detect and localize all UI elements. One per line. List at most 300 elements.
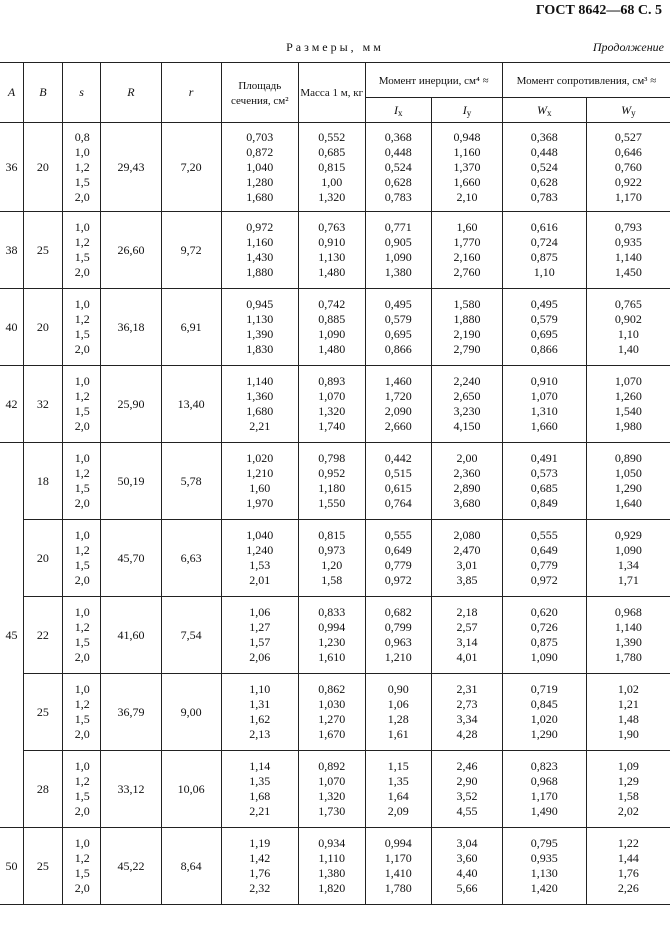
cell-big-r: 29,43 (101, 123, 161, 212)
cell-area-list (221, 828, 298, 905)
cell-value: 0,875 (530, 635, 558, 649)
cell-value: 2,18 (456, 605, 478, 619)
cell-value: 0,524 (384, 159, 412, 174)
cell-area-list (221, 751, 298, 828)
cell-value: 0,448 (384, 144, 412, 159)
cell-value: 1,430 (246, 250, 274, 264)
cell-s-list (62, 674, 101, 751)
cell-value: 1,40 (617, 342, 639, 356)
cell-wy-list (586, 597, 670, 674)
table-body (0, 123, 670, 905)
cell-value: 1,76 (617, 866, 639, 880)
cell-value: 1,58 (321, 573, 343, 587)
cell-big-r: 36,18 (101, 289, 161, 366)
cell-value: 1,030 (318, 697, 346, 711)
cell-value: 0,524 (530, 159, 558, 174)
cell-value: 1,5 (74, 712, 90, 726)
cell-value: 0,972 (530, 573, 558, 587)
table-row (0, 289, 670, 366)
cell-value: 0,929 (614, 528, 642, 542)
continuation-label: Продолжение (592, 40, 664, 54)
cell-value: 1,720 (384, 389, 412, 403)
cell-value: 1,680 (246, 404, 274, 418)
cell-value: 0,934 (318, 836, 346, 850)
cell-value: 0,902 (614, 312, 642, 326)
cell-value: 0,910 (318, 235, 346, 249)
table-row (0, 828, 670, 905)
cell-value: 1,180 (318, 481, 346, 495)
cell-value: 2,790 (453, 342, 481, 356)
cell-value: 2,650 (453, 389, 481, 403)
cell-value: 1,130 (318, 250, 346, 264)
table-row (0, 443, 670, 520)
cell-wy-list (586, 520, 670, 597)
cell-value: 1,140 (614, 620, 642, 634)
cell-value: 0,719 (530, 682, 558, 696)
cell-value: 1,070 (530, 389, 558, 403)
cell-value: 1,57 (249, 635, 271, 649)
cell-value: 0,442 (384, 451, 412, 465)
cell-wy-list (586, 443, 670, 520)
cell-s-list (62, 828, 101, 905)
cell-value: 1,58 (617, 789, 639, 803)
wy-subscript: y (631, 107, 636, 118)
cell-value: 2,360 (453, 466, 481, 480)
cell-value: 1,490 (530, 804, 558, 818)
cell-value: 1,2 (74, 620, 90, 634)
cell-value: 2,90 (456, 774, 478, 788)
mass-header-text: Масса 1 м, кг (300, 87, 364, 99)
cell-b: 25 (24, 674, 63, 751)
cell-value: 1,770 (453, 235, 481, 249)
cell-value: 1,420 (530, 881, 558, 895)
wx-symbol: W (537, 102, 548, 117)
cell-value: 2,31 (456, 682, 478, 696)
cell-value: 1,140 (246, 374, 274, 388)
cell-iy-list (432, 366, 503, 443)
cell-value: 0,685 (318, 144, 346, 159)
cell-value: 0,448 (530, 144, 558, 159)
cell-value: 0,885 (318, 312, 346, 326)
cell-value: 1,14 (249, 759, 271, 773)
col-header-s: s (62, 63, 101, 123)
cell-s-list (62, 212, 101, 289)
cell-value: 0,935 (530, 851, 558, 865)
cell-value: 2,0 (74, 881, 90, 895)
cell-value: 2,13 (249, 727, 271, 741)
cell-big-r: 50,19 (101, 443, 161, 520)
cell-value: 1,61 (387, 727, 409, 741)
cell-value: 1,53 (249, 558, 271, 572)
table-row (0, 520, 670, 597)
cell-value: 1,2 (74, 466, 90, 480)
cell-value: 1,06 (249, 605, 271, 619)
cell-value: 1,450 (614, 265, 642, 279)
col-header-resistance (502, 63, 670, 98)
cell-value: 1,160 (453, 144, 481, 159)
cell-value: 2,470 (453, 543, 481, 557)
cell-value: 1,970 (246, 496, 274, 510)
cell-value: 1,170 (614, 189, 642, 204)
cell-value: 1,090 (384, 250, 412, 264)
cell-wx-list (502, 828, 586, 905)
cell-value: 0,695 (384, 327, 412, 341)
cell-value: 4,01 (456, 650, 478, 664)
cell-value: 1,06 (387, 697, 409, 711)
cell-mass-list (298, 597, 365, 674)
cell-value: 1,21 (617, 697, 639, 711)
cell-value: 3,60 (456, 851, 478, 865)
cell-value: 2,00 (456, 451, 478, 465)
cell-value: 0,649 (384, 543, 412, 557)
cell-value: 1,290 (614, 481, 642, 495)
cell-value: 1,31 (249, 697, 271, 711)
cell-value: 2,0 (74, 419, 90, 433)
cell-value: 1,5 (74, 789, 90, 803)
cell-area-list (221, 597, 298, 674)
cell-value: 1,90 (617, 727, 639, 741)
cell-value: 2,0 (74, 804, 90, 818)
cell-area-list (221, 289, 298, 366)
cell-value: 4,28 (456, 727, 478, 741)
cell-value: 1,780 (614, 650, 642, 664)
cell-value: 1,290 (530, 727, 558, 741)
cell-value: 3,01 (456, 558, 478, 572)
cell-ix-list (365, 443, 432, 520)
cell-value: 0,866 (384, 342, 412, 356)
cell-mass-list (298, 828, 365, 905)
cell-value: 1,0 (74, 374, 90, 388)
cell-value: 2,32 (249, 881, 271, 895)
cell-value: 0,527 (614, 129, 642, 144)
cell-value: 1,550 (318, 496, 346, 510)
cell-value: 0,799 (384, 620, 412, 634)
cell-value: 1,60 (456, 220, 478, 234)
cell-value: 0,952 (318, 466, 346, 480)
cell-value: 1,10 (533, 265, 555, 279)
cell-value: 0,910 (530, 374, 558, 388)
cell-value: 0,491 (530, 451, 558, 465)
cell-value: 1,5 (74, 635, 90, 649)
cell-ix-list (365, 123, 432, 212)
cell-value: 2,26 (617, 881, 639, 895)
cell-value: 1,280 (246, 174, 274, 189)
cell-value: 1,140 (614, 250, 642, 264)
cell-value: 3,52 (456, 789, 478, 803)
cell-iy-list (432, 289, 503, 366)
cell-value: 1,44 (617, 851, 639, 865)
col-header-iy (432, 98, 503, 123)
cell-value: 2,660 (384, 419, 412, 433)
col-header-a: A (0, 63, 24, 123)
col-header-inertia (365, 63, 502, 98)
cell-value: 0,573 (530, 466, 558, 480)
cell-small-r: 13,40 (161, 366, 221, 443)
cell-value: 1,070 (614, 374, 642, 388)
cell-b: 28 (24, 751, 63, 828)
cell-value: 1,0 (74, 682, 90, 696)
cell-b: 25 (24, 828, 63, 905)
cell-value: 0,795 (530, 836, 558, 850)
cell-value: 0,845 (530, 697, 558, 711)
cell-value: 1,10 (617, 327, 639, 341)
cell-value: 1,2 (74, 851, 90, 865)
cell-b: 20 (24, 123, 63, 212)
cell-value: 1,480 (318, 342, 346, 356)
cell-value: 1,2 (74, 312, 90, 326)
cell-value: 1,020 (246, 451, 274, 465)
cell-value: 1,260 (614, 389, 642, 403)
cell-value: 0,798 (318, 451, 346, 465)
cell-small-r: 10,06 (161, 751, 221, 828)
cell-value: 2,080 (453, 528, 481, 542)
cell-value: 0,495 (530, 297, 558, 311)
cell-value: 1,0 (74, 759, 90, 773)
cell-value: 0,872 (246, 144, 274, 159)
cell-value: 3,230 (453, 404, 481, 418)
cell-value: 0,646 (614, 144, 642, 159)
cell-value: 1,320 (318, 189, 346, 204)
cell-value: 0,579 (384, 312, 412, 326)
cell-value: 1,2 (74, 697, 90, 711)
cell-value: 0,579 (530, 312, 558, 326)
cell-value: 1,240 (246, 543, 274, 557)
col-header-wy (586, 98, 670, 123)
cell-value: 0,783 (530, 189, 558, 204)
cell-value: 1,090 (530, 650, 558, 664)
cell-value: 1,5 (74, 866, 90, 880)
cell-value: 0,90 (387, 682, 409, 696)
cell-value: 1,76 (249, 866, 271, 880)
cell-value: 0,994 (384, 836, 412, 850)
cell-value: 2,21 (249, 419, 271, 433)
cell-value: 1,22 (617, 836, 639, 850)
cell-value: 1,5 (74, 250, 90, 264)
cell-value: 1,410 (384, 866, 412, 880)
cell-wy-list (586, 828, 670, 905)
cell-value: 1,0 (74, 220, 90, 234)
cell-value: 0,994 (318, 620, 346, 634)
cell-value: 2,0 (74, 727, 90, 741)
cell-a: 42 (0, 366, 24, 443)
cell-value: 0,945 (246, 297, 274, 311)
cell-value: 2,240 (453, 374, 481, 388)
cell-value: 0,905 (384, 235, 412, 249)
cell-value: 1,460 (384, 374, 412, 388)
cell-a: 36 (0, 123, 24, 212)
cell-value: 4,55 (456, 804, 478, 818)
cell-value: 0,935 (614, 235, 642, 249)
cell-value: 2,10 (456, 189, 478, 204)
cell-s-list (62, 443, 101, 520)
cell-s-list (62, 366, 101, 443)
cell-value: 1,42 (249, 851, 271, 865)
cell-value: 1,0 (74, 528, 90, 542)
cell-area-list (221, 123, 298, 212)
ix-subscript: x (398, 107, 403, 118)
cell-mass-list (298, 751, 365, 828)
cell-wy-list (586, 751, 670, 828)
cell-value: 1,040 (246, 159, 274, 174)
cell-value: 1,5 (74, 558, 90, 572)
dimensions-caption: Размеры, мм (286, 40, 384, 54)
cell-value: 4,40 (456, 866, 478, 880)
cell-area-list (221, 366, 298, 443)
cell-wx-list (502, 751, 586, 828)
cell-small-r: 9,72 (161, 212, 221, 289)
cell-value: 1,090 (318, 327, 346, 341)
cell-mass-list (298, 366, 365, 443)
cell-big-r: 45,22 (101, 828, 161, 905)
cell-wx-list (502, 212, 586, 289)
cell-value: 1,0 (74, 451, 90, 465)
cell-iy-list (432, 212, 503, 289)
cell-value: 1,390 (246, 327, 274, 341)
cell-mass-list (298, 123, 365, 212)
cell-value: 0,815 (318, 528, 346, 542)
cell-a: 50 (0, 828, 24, 905)
cell-value: 1,390 (614, 635, 642, 649)
cell-iy-list (432, 520, 503, 597)
cell-small-r: 6,63 (161, 520, 221, 597)
cell-iy-list (432, 674, 503, 751)
cell-value: 0,726 (530, 620, 558, 634)
cell-value: 1,170 (384, 851, 412, 865)
cell-value: 2,0 (74, 265, 90, 279)
cell-value: 3,680 (453, 496, 481, 510)
cell-ix-list (365, 366, 432, 443)
cell-value: 5,66 (456, 881, 478, 895)
cell-value: 2,760 (453, 265, 481, 279)
cell-big-r: 33,12 (101, 751, 161, 828)
cell-value: 0,742 (318, 297, 346, 311)
cell-value: 0,695 (530, 327, 558, 341)
cell-value: 0,972 (384, 573, 412, 587)
cell-value: 0,368 (384, 129, 412, 144)
cell-value: 0,8 (74, 129, 90, 144)
cell-value: 1,10 (249, 682, 271, 696)
iy-subscript: y (466, 107, 472, 118)
cell-value: 1,20 (321, 558, 343, 572)
cell-value: 1,070 (318, 774, 346, 788)
cell-value: 1,880 (246, 265, 274, 279)
cell-value: 1,360 (246, 389, 274, 403)
cell-value: 1,0 (74, 144, 90, 159)
cell-s-list (62, 123, 101, 212)
cell-value: 1,2 (74, 543, 90, 557)
document-header-title: ГОСТ 8642—68 С. 5 (535, 3, 662, 18)
cell-value: 0,724 (530, 235, 558, 249)
cell-value: 1,980 (614, 419, 642, 433)
cell-value: 1,230 (318, 635, 346, 649)
cell-value: 1,090 (614, 543, 642, 557)
cell-wx-list (502, 443, 586, 520)
cell-iy-list (432, 123, 503, 212)
cell-area-list (221, 674, 298, 751)
cell-value: 0,893 (318, 374, 346, 388)
table-row (0, 366, 670, 443)
cell-wx-list (502, 674, 586, 751)
cell-value: 0,765 (614, 297, 642, 311)
cell-value: 1,2 (74, 235, 90, 249)
cell-value: 1,310 (530, 404, 558, 418)
cell-value: 1,040 (246, 528, 274, 542)
cell-mass-list (298, 212, 365, 289)
cell-s-list (62, 597, 101, 674)
cell-value: 2,190 (453, 327, 481, 341)
cell-mass-list (298, 443, 365, 520)
cell-value: 1,680 (246, 189, 274, 204)
cell-b: 20 (24, 289, 63, 366)
cell-value: 2,160 (453, 250, 481, 264)
cell-value: 2,090 (384, 404, 412, 418)
cell-value: 0,764 (384, 496, 412, 510)
cell-value: 0,771 (384, 220, 412, 234)
iy-symbol: I (462, 102, 467, 117)
cell-iy-list (432, 751, 503, 828)
cell-value: 0,368 (530, 129, 558, 144)
col-header-area (221, 63, 298, 123)
cell-value: 1,15 (387, 759, 409, 773)
cell-value: 1,68 (249, 789, 271, 803)
cell-big-r: 45,70 (101, 520, 161, 597)
cell-value: 1,0 (74, 836, 90, 850)
cell-value: 0,779 (530, 558, 558, 572)
cell-value: 3,34 (456, 712, 478, 726)
cell-value: 0,555 (384, 528, 412, 542)
area-header-text: Площадь сечения, см² (231, 79, 289, 107)
cell-value: 0,963 (384, 635, 412, 649)
cell-value: 1,380 (318, 866, 346, 880)
cell-value: 1,210 (384, 650, 412, 664)
cell-value: 0,495 (384, 297, 412, 311)
cell-value: 2,0 (74, 573, 90, 587)
cell-value: 1,130 (530, 866, 558, 880)
cell-ix-list (365, 289, 432, 366)
cell-value: 1,27 (249, 620, 271, 634)
cell-value: 1,160 (246, 235, 274, 249)
table-row (0, 751, 670, 828)
cell-value: 1,5 (74, 481, 90, 495)
cell-iy-list (432, 597, 503, 674)
table-row (0, 123, 670, 212)
cell-value: 0,649 (530, 543, 558, 557)
cell-value: 0,615 (384, 481, 412, 495)
cell-value: 1,070 (318, 389, 346, 403)
cell-value: 0,760 (614, 159, 642, 174)
table-row (0, 674, 670, 751)
col-header-small-r: r (161, 63, 221, 123)
cell-b: 32 (24, 366, 63, 443)
cell-big-r: 36,79 (101, 674, 161, 751)
cell-value: 1,830 (246, 342, 274, 356)
cell-value: 1,5 (74, 174, 90, 189)
cell-value: 1,640 (614, 496, 642, 510)
cell-value: 1,050 (614, 466, 642, 480)
cell-ix-list (365, 212, 432, 289)
cell-ix-list (365, 597, 432, 674)
cell-value: 2,46 (456, 759, 478, 773)
cell-value: 1,270 (318, 712, 346, 726)
inertia-header-text: Момент инерции, см⁴ ≈ (378, 74, 489, 87)
cell-value: 2,02 (617, 804, 639, 818)
cell-mass-list (298, 520, 365, 597)
cell-value: 1,880 (453, 312, 481, 326)
cell-value: 0,968 (614, 605, 642, 619)
cell-value: 0,833 (318, 605, 346, 619)
col-header-b: B (24, 63, 63, 123)
wy-symbol: W (621, 102, 632, 117)
